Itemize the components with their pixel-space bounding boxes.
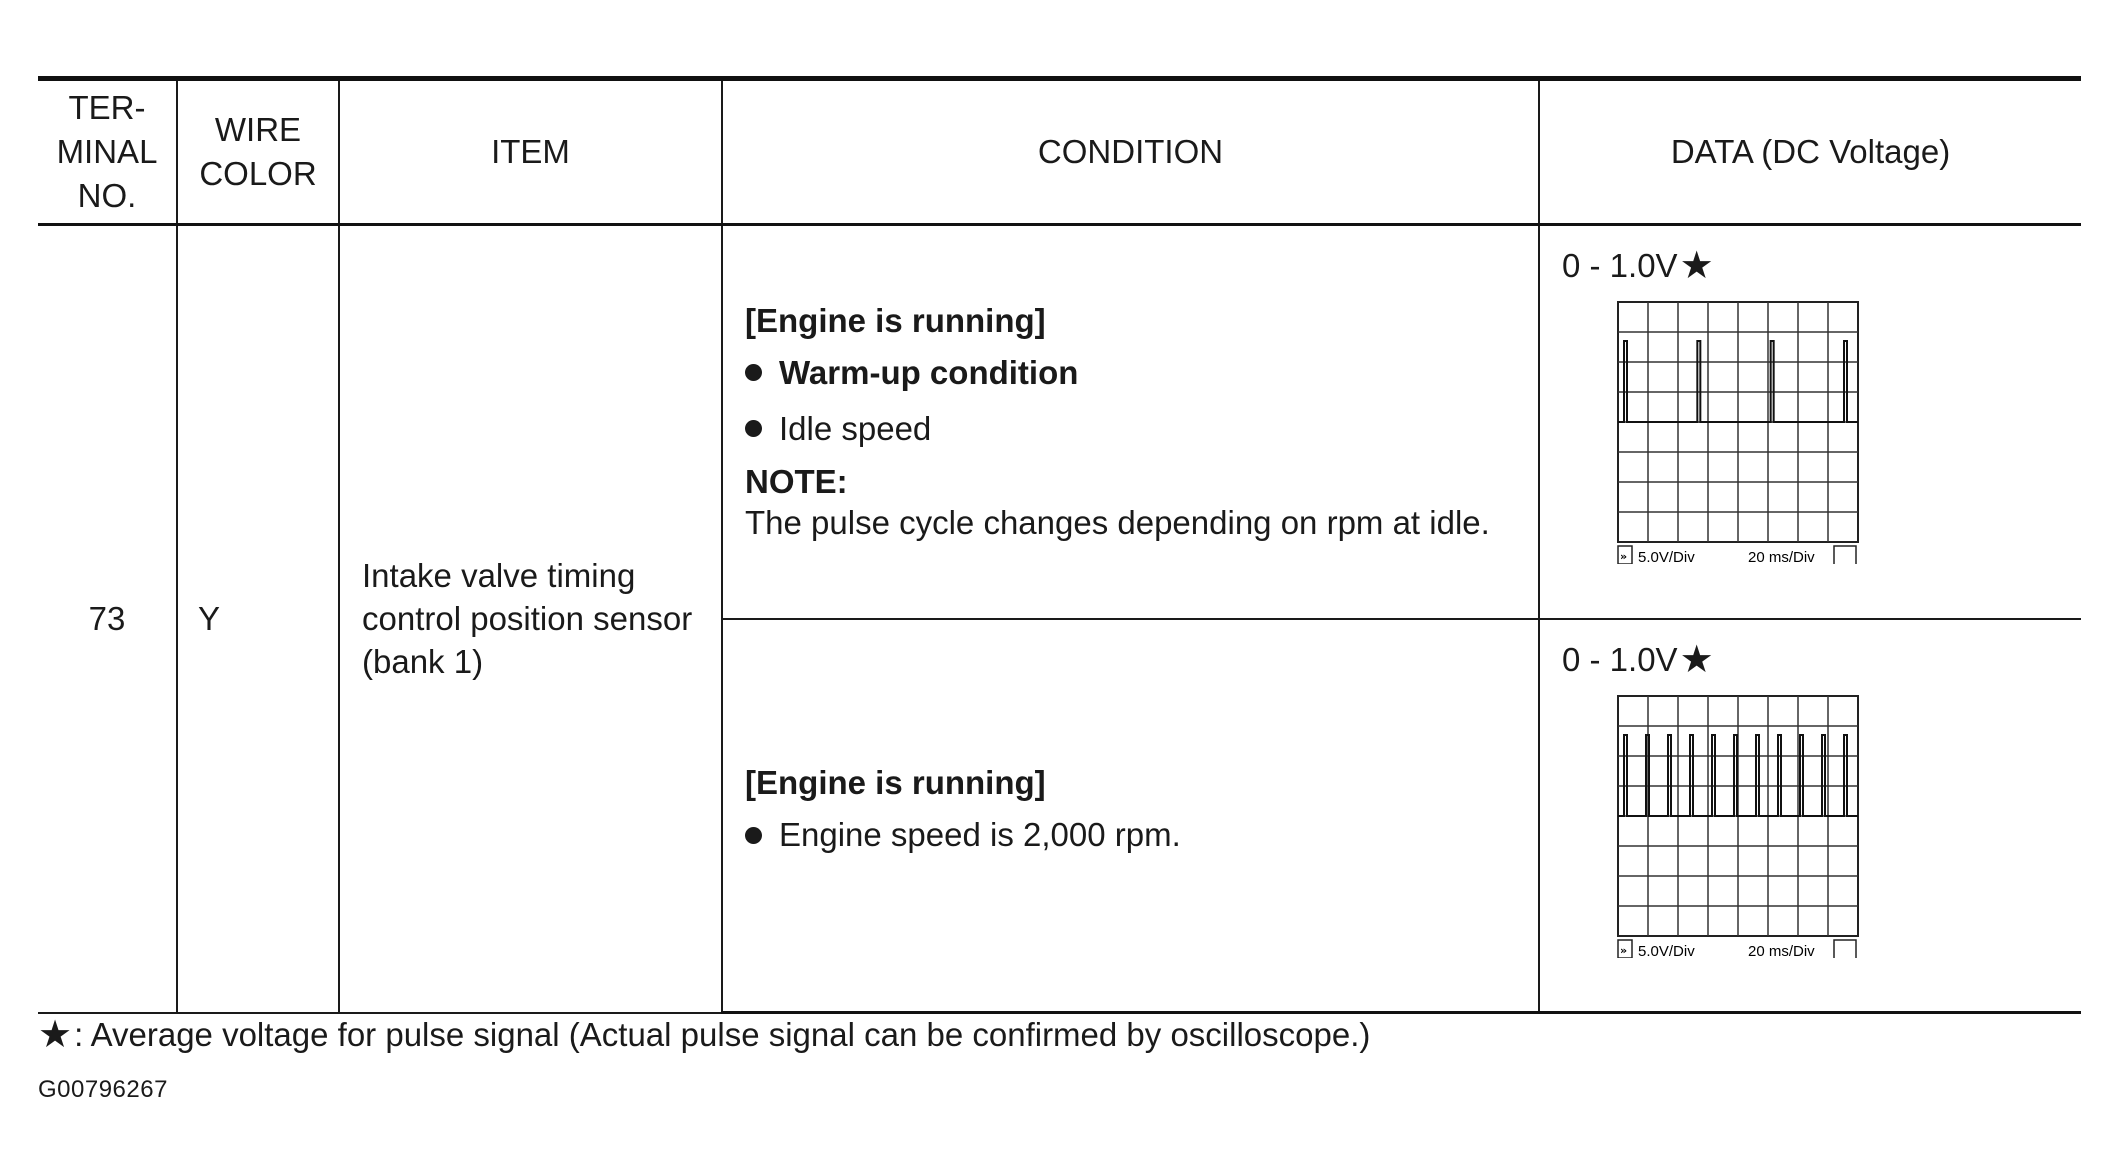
- scope-corner-box: [1834, 940, 1856, 958]
- bullet-dot-icon: [745, 827, 762, 844]
- terminal-data-table: [38, 76, 2081, 1014]
- header-terminal-line-2: MINAL: [56, 133, 158, 170]
- star-icon: ★: [1679, 245, 1714, 287]
- condition-bullet: [745, 407, 1528, 451]
- header-wire-color: [177, 79, 339, 225]
- condition-block-2000rpm: [745, 761, 1528, 857]
- condition-bullet-text: Idle speed: [779, 409, 932, 447]
- header-data: DATA (DC Voltage): [1539, 79, 2081, 225]
- data-value-text: 0 - 1.0V: [1562, 247, 1678, 284]
- header-condition: CONDITION: [722, 79, 1539, 225]
- bullet-dot-icon: [745, 420, 762, 437]
- scope-corner-box: [1834, 546, 1856, 564]
- condition-block-idle: [745, 299, 1528, 545]
- double-chevron-icon: »: [1620, 550, 1628, 563]
- scope-time-label: 20 ms/Div: [1748, 942, 1815, 958]
- table-header-row: [38, 79, 2081, 225]
- header-wire-line-2: COLOR: [199, 155, 317, 192]
- footnote: [38, 1016, 1370, 1054]
- data-value-text: 0 - 1.0V: [1562, 640, 1678, 678]
- header-terminal-no: [38, 79, 177, 225]
- header-wire-line-1: WIRE: [214, 111, 302, 148]
- header-item: ITEM: [339, 79, 722, 225]
- scope-waveform-trace: [1618, 735, 1858, 816]
- header-terminal-line-1: TER-: [68, 89, 146, 126]
- figure-id: G00796267: [38, 1076, 168, 1103]
- oscilloscope-waveform: [1616, 694, 1861, 958]
- header-terminal-line-3: NO.: [77, 177, 137, 214]
- item-line-1: Intake valve timing: [362, 557, 636, 595]
- scope-time-label: 20 ms/Div: [1748, 549, 1815, 564]
- item-line-2: control position sensor: [362, 600, 693, 638]
- condition-bullet-text: Warm-up condition: [779, 353, 1079, 391]
- table-row: [38, 225, 2081, 619]
- footnote-text: : Average voltage for pulse signal (Actual pulse signal can be confirmed by oscilloscope.): [74, 1016, 1371, 1053]
- item-line-3: (bank 1): [362, 643, 484, 681]
- scope-volt-label: 5.0V/Div: [1638, 549, 1695, 564]
- oscilloscope-waveform: [1616, 300, 1861, 564]
- data-value: [1562, 242, 2081, 290]
- note-label: NOTE:: [745, 462, 848, 500]
- data-cell-idle: [1539, 225, 2081, 619]
- item-cell: [339, 225, 722, 1013]
- condition-heading: [Engine is running]: [745, 301, 1046, 339]
- bullet-dot-icon: [745, 364, 762, 381]
- scope-volt-label: 5.0V/Div: [1638, 942, 1695, 958]
- condition-bullet: [745, 813, 1528, 857]
- condition-heading: [Engine is running]: [745, 764, 1046, 802]
- condition-bullet: [745, 351, 1528, 395]
- condition-cell-2000rpm: [722, 619, 1539, 1013]
- data-cell-2000rpm: [1539, 619, 2081, 1013]
- star-icon: ★: [1679, 638, 1714, 681]
- double-chevron-icon: »: [1620, 943, 1628, 957]
- terminal-no-cell: 73: [38, 225, 177, 1013]
- condition-bullet-text: Engine speed is 2,000 rpm.: [779, 816, 1181, 854]
- wire-color-cell: Y: [177, 225, 339, 1013]
- note-text: The pulse cycle changes depending on rpm at idle.: [745, 503, 1490, 541]
- condition-cell-idle: [722, 225, 1539, 619]
- star-icon: ★: [38, 1014, 73, 1056]
- data-value: [1562, 636, 2081, 684]
